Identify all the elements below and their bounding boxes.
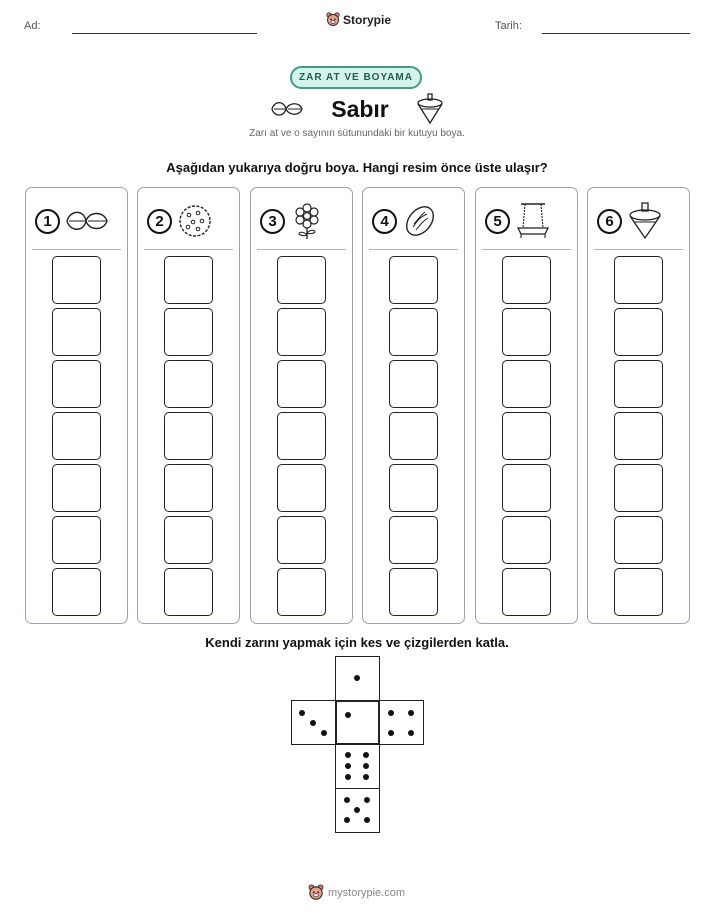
color-box[interactable]	[389, 516, 438, 564]
color-box[interactable]	[614, 308, 663, 356]
color-box[interactable]	[52, 308, 101, 356]
column-number: 4	[372, 209, 397, 234]
color-box[interactable]	[277, 412, 326, 460]
color-box[interactable]	[389, 256, 438, 304]
column-divider	[32, 249, 121, 250]
color-box[interactable]	[52, 516, 101, 564]
dice-face-1	[335, 656, 380, 701]
dice-pip	[363, 763, 369, 769]
color-box[interactable]	[389, 308, 438, 356]
dice-pip	[344, 797, 350, 803]
logo-text: Storypie	[343, 13, 392, 27]
color-box[interactable]	[614, 516, 663, 564]
dice-pip	[345, 763, 351, 769]
color-box[interactable]	[389, 464, 438, 512]
seed-icon	[402, 203, 438, 239]
color-box[interactable]	[614, 464, 663, 512]
column-3	[250, 187, 353, 624]
color-box[interactable]	[389, 412, 438, 460]
subtitle: Zarı at ve o sayının sütunundaki bir kutuyu boya.	[249, 128, 465, 139]
dice-face-center	[335, 700, 380, 745]
dice-pip	[345, 712, 351, 718]
column-6	[587, 187, 690, 624]
column-number: 2	[147, 209, 172, 234]
page-title: Sabır	[331, 95, 389, 122]
color-box[interactable]	[52, 464, 101, 512]
spinning-top-icon	[416, 93, 444, 125]
color-box[interactable]	[502, 412, 551, 460]
color-box[interactable]	[389, 568, 438, 616]
color-box[interactable]	[164, 464, 213, 512]
column-number: 5	[485, 209, 510, 234]
dice-face-6	[335, 744, 380, 789]
column-number: 6	[597, 209, 622, 234]
color-box[interactable]	[389, 360, 438, 408]
dice-pip	[345, 774, 351, 780]
color-box[interactable]	[502, 360, 551, 408]
bear-icon	[308, 884, 324, 902]
dice-pip	[388, 710, 394, 716]
color-box[interactable]	[502, 516, 551, 564]
footer	[308, 884, 405, 902]
leaves-icon	[270, 98, 304, 120]
dice-pip	[363, 774, 369, 780]
dice-pip	[299, 710, 305, 716]
spinning-top-icon	[627, 202, 663, 240]
dice-face-4	[379, 700, 424, 745]
color-box[interactable]	[164, 360, 213, 408]
dice-pip	[345, 752, 351, 758]
color-box[interactable]	[614, 360, 663, 408]
column-divider	[482, 249, 571, 250]
color-box[interactable]	[277, 256, 326, 304]
color-box[interactable]	[52, 412, 101, 460]
dice-pip	[310, 720, 316, 726]
color-box[interactable]	[614, 568, 663, 616]
color-box[interactable]	[502, 308, 551, 356]
dice-pip	[363, 752, 369, 758]
dice-pip	[388, 730, 394, 736]
color-box[interactable]	[277, 464, 326, 512]
dice-face-5	[335, 788, 380, 833]
flower-icon	[290, 202, 324, 240]
bear-icon	[326, 12, 340, 28]
color-box[interactable]	[52, 360, 101, 408]
date-line	[542, 33, 690, 34]
color-box[interactable]	[52, 568, 101, 616]
dice-pip	[364, 817, 370, 823]
column-4	[362, 187, 465, 624]
dice-pip	[354, 675, 360, 681]
color-box[interactable]	[164, 568, 213, 616]
date-label: Tarih:	[495, 20, 522, 32]
column-2	[137, 187, 240, 624]
color-box[interactable]	[614, 412, 663, 460]
color-box[interactable]	[502, 464, 551, 512]
color-box[interactable]	[164, 412, 213, 460]
dice-pip	[364, 797, 370, 803]
color-box[interactable]	[502, 256, 551, 304]
swing-icon	[515, 202, 551, 240]
color-box[interactable]	[614, 256, 663, 304]
dice-pip	[408, 710, 414, 716]
column-divider	[594, 249, 683, 250]
dice-face-3	[291, 700, 336, 745]
column-divider	[369, 249, 458, 250]
leaves-icon	[65, 205, 109, 237]
activity-badge: ZAR AT VE BOYAMA	[290, 66, 422, 89]
dice-pip	[408, 730, 414, 736]
column-1	[25, 187, 128, 624]
column-5	[475, 187, 578, 624]
column-number: 3	[260, 209, 285, 234]
name-label: Ad:	[24, 20, 41, 32]
instruction: Aşağıdan yukarıya doğru boya. Hangi resim önce üste ulaşır?	[166, 160, 548, 175]
color-box[interactable]	[277, 360, 326, 408]
column-divider	[144, 249, 233, 250]
dice-pip	[354, 807, 360, 813]
name-line	[72, 33, 257, 34]
color-box[interactable]	[277, 568, 326, 616]
color-box[interactable]	[164, 516, 213, 564]
color-box[interactable]	[164, 308, 213, 356]
color-box[interactable]	[52, 256, 101, 304]
color-box[interactable]	[277, 516, 326, 564]
color-box[interactable]	[164, 256, 213, 304]
cut-instruction: Kendi zarını yapmak için kes ve çizgilerden katla.	[205, 635, 509, 650]
footer-url: mystorypie.com	[328, 887, 406, 899]
column-number: 1	[35, 209, 60, 234]
color-box[interactable]	[277, 308, 326, 356]
storypie-logo	[326, 12, 391, 28]
dice-pip	[321, 730, 327, 736]
dice-pip	[344, 817, 350, 823]
cookie-icon	[177, 203, 213, 239]
column-divider	[257, 249, 346, 250]
color-box[interactable]	[502, 568, 551, 616]
